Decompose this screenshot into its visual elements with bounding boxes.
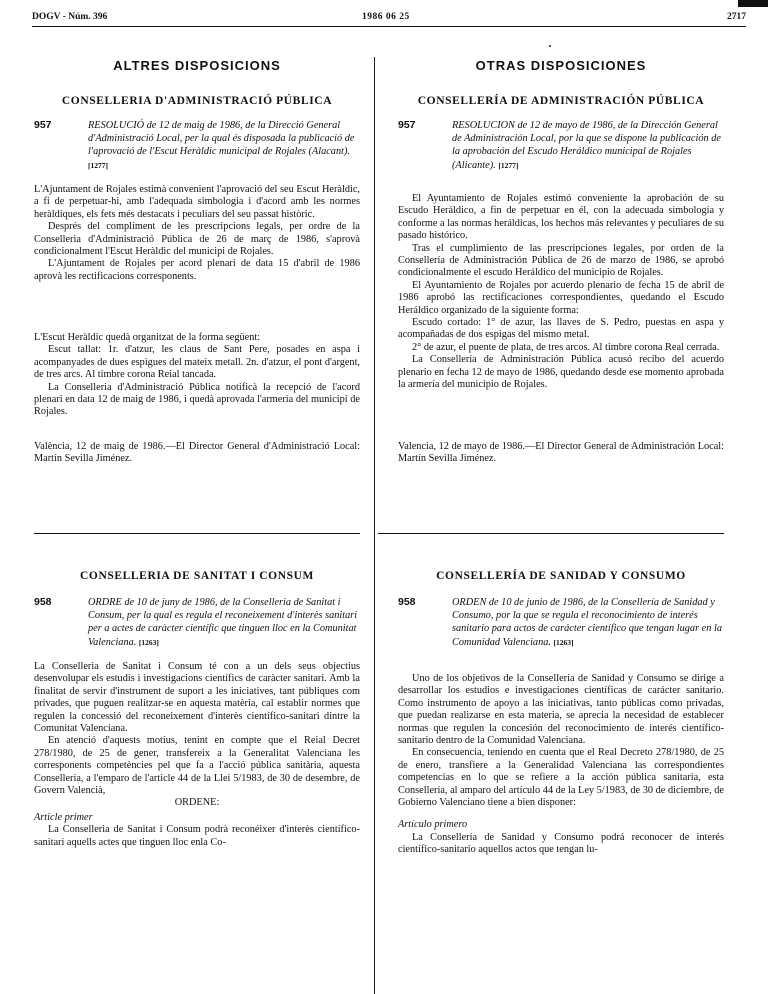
journal-number: DOGV - Núm. 396 (32, 12, 108, 22)
page-number: 2717 (727, 12, 746, 22)
entry-body (34, 661, 360, 849)
paragraph: La Conselleria de Sanitat i Consum podrà reconéixer d'interès científico-sanitari aquells actes que tinguen lloc enla Co- (34, 824, 360, 848)
entry-title (88, 119, 360, 172)
header-rule (32, 26, 746, 27)
paragraph: Uno de los objetivos de la Consellería de Sanidad y Consumo se dirige a desarrollar los estudios e investigaciones científicas de carácter sanitario. Como instrumento de apoyo a las iniciativas, tanto públicas como privadas, que puedan realizarse en esta materia, se aprecia la necesidad de establecer normas que regulen la concesión del reconocimiento de interés científico-sanitario dentro de la Comunidad Valenciana. (398, 673, 724, 747)
entry-title (452, 596, 724, 649)
paragraph: La Consellería de Sanidad y Consumo podrá reconocer de interés científico-sanitario aquellos actos que tengan lu- (398, 831, 724, 856)
entry-body (398, 193, 724, 392)
paragraph: Després del compliment de les prescripcions legals, per ordre de la Conselleria d'Administració Pública de 26 de març de 1986, s'aprovà condicionalment l'Escut Heràldic del municipi de Rojales. (34, 221, 360, 258)
section-title: OTRAS DISPOSICIONES (475, 58, 647, 73)
print-speck (549, 45, 551, 47)
paragraph: En atenció d'aquests motius, tenint en compte que el Reial Decret 278/1980, de 25 de gener, transfereix a la Generalitat Valenciana les corresponents competències pel que fa a l'acció pública sanitària, aquesta Conselleria, a l'emparo de l'article 44 de la Llei 5/1983, de 30 de desembre, de Govern Valencià, (34, 735, 360, 797)
section-separator (378, 533, 724, 534)
paragraph: Escudo cortado: 1° de azur, las llaves de S. Pedro, puestas en aspa y acompañadas de dos espigas del mismo metal. (398, 317, 724, 341)
paragraph: L'Escut Heràldic quedà organitzat de la forma següent: (34, 332, 261, 343)
entry-ref: [1263] (138, 637, 159, 647)
paragraph: L'Ajuntament de Rojales per acord plenari de data 15 d'abril de 1986 aprovà les rectificacions corresponents. (34, 258, 360, 282)
conselleria-title: CONSELLERÍA DE ADMINISTRACIÓN PÚBLICA (417, 95, 705, 107)
ordene-label: ORDENE: (174, 797, 220, 809)
paragraph: El Ayuntamiento de Rojales por acuerdo plenario de fecha 15 de abril de 1986 aprobó las rectificaciones correspondientes, quedando el Escudo Heráldico organizado de la siguiente forma: (398, 279, 724, 316)
entry-number: 957 (398, 119, 416, 131)
entry-body (398, 673, 724, 857)
section-title: ALTRES DISPOSICIONS (113, 58, 281, 73)
entry-title (88, 596, 360, 649)
entry-title-text: RESOLUCIÓ de 12 de maig de 1986, de la Direcció General d'Administració Local, per la qual és disposada la publicació de l'aprovació de l'Escut Heràldic municipal de Rojales (Alacant). (88, 120, 355, 158)
entry-title-text: RESOLUCION de 12 de mayo de 1986, de la Dirección General de Administración Local, por la que se dispone la publicación de la aprobación del Escudo Heráldico municipal de Rojales (Alicante). (452, 120, 721, 171)
signature-text: Valencia, 12 de mayo de 1986.—El Director General de Administración Local: Martín Sevilla Jiménez. (398, 441, 724, 465)
paragraph: Tras el cumplimiento de las prescripciones legales, por orden de la Consellería de Administración Pública de 26 de marzo de 1986, se aprobó condicionalmente el escudo Heráldico del municipio de Rojales. (398, 242, 724, 279)
signature (398, 441, 724, 466)
paragraph: El Ayuntamiento de Rojales estimó conveniente la aprobación de su Escudo Heráldico, a fin de perpetuar en él, con la adecuada simbología y conforme a las normas heráldicas, los hechos más relevantes y peculiares de su pasado histórico. (398, 193, 724, 242)
signature-text: València, 12 de maig de 1986.—El Director General d'Administració Local: Martín Sevilla Jiménez. (34, 441, 360, 465)
paragraph: En consecuencia, teniendo en cuenta que el Real Decreto 278/1980, de 25 de enero, transfiere a la Generalidad Valenciana las correspondientes competencias en lo que se refiere a la acción pública sanitaria, esta Consellería, al amparo del artículo 44 de la Ley 5/1983, de 30 de diciembre, de Gobierno Valenciano tiene a bien disponer: (398, 747, 724, 809)
paragraph: L'Ajuntament de Rojales estimà convenient l'aprovació del seu Escut Heràldic, a fi de perpetuar-hi, amb l'adequada simbologia i d'acord amb les normes heràldiques, els fets més destacats i peculiars del seu passat històric. (34, 184, 360, 220)
paragraph: La Conselleria de Sanitat i Consum té con a un dels seus objectius desenvolupar els estudis i investigacions científics de caràcter sanitari. Amb la finalitat de servir d'instrument de suport a les iniciatives, tant públiques com privades, que puguen realitzar-se en aquesta matèria, cal establir normes que regulen la concessió del reconeixement d'interès científico-sanitari dintre la Comunitat Valenciana. (34, 661, 360, 735)
entry-body-continued (34, 332, 360, 419)
column-divider (374, 57, 375, 994)
paragraph: La Consellería de Administración Pública acusó recibo del acuerdo plenario en fecha 12 de mayo de 1986, quedando desde ese momento aprobada la armería del municipio de Rojales. (398, 354, 724, 391)
page-header (32, 6, 746, 26)
section-separator (34, 533, 360, 534)
issue-date: 1986 06 25 (362, 12, 410, 22)
entry-number: 957 (34, 119, 52, 131)
entry-number: 958 (398, 596, 416, 608)
conselleria-title: CONSELLERIA D'ADMINISTRACIÓ PÚBLICA (61, 95, 333, 107)
article-heading: Artículo primero (398, 819, 468, 831)
entry-title-text: ORDRE de 10 de juny de 1986, de la Conselleria de Sanitat i Consum, per la qual es regula el reconeixement d'interès sanitari per a actes de caràcter científic que tinguen lloc en la Comunitat Valenciana. (88, 597, 358, 648)
entry-number: 958 (34, 596, 52, 608)
article-heading: Article primer (34, 811, 93, 823)
entry-ref: [1277] (498, 160, 519, 170)
paragraph: 2° de azur, el puente de plata, de tres arcos. Al timbre corona Real cerrada. (412, 341, 720, 353)
entry-title (452, 119, 724, 172)
entry-body (34, 184, 360, 283)
signature (34, 441, 360, 466)
paragraph: Escut tallat: 1r. d'atzur, les claus de Sant Pere, posades en aspa i acompanyades de dues espigues del mateix metall. 2n. d'atzur, el pont d'argent, de tres arcs. Al timbre corona Reial tancada. (34, 344, 360, 381)
conselleria-title: CONSELLERÍA DE SANIDAD Y CONSUMO (436, 570, 686, 582)
entry-ref: [1277] (88, 160, 108, 170)
entry-title-text: ORDEN de 10 de junio de 1986, de la Consellería de Sanidad y Consumo, por la que se regula el reconocimiento de interés sanitario para actos de carácter científico que tengan lugar en la Comunidad Valenciana. (452, 597, 722, 648)
paragraph: La Conselleria d'Administració Pública notificà la recepció de l'acord plenari en data 12 de maig de 1986, i quedà aprovada l'armeria del municipi de Rojales. (34, 381, 360, 418)
entry-ref: [1263] (553, 637, 574, 647)
conselleria-title: CONSELLERIA DE SANITAT I CONSUM (80, 570, 314, 582)
